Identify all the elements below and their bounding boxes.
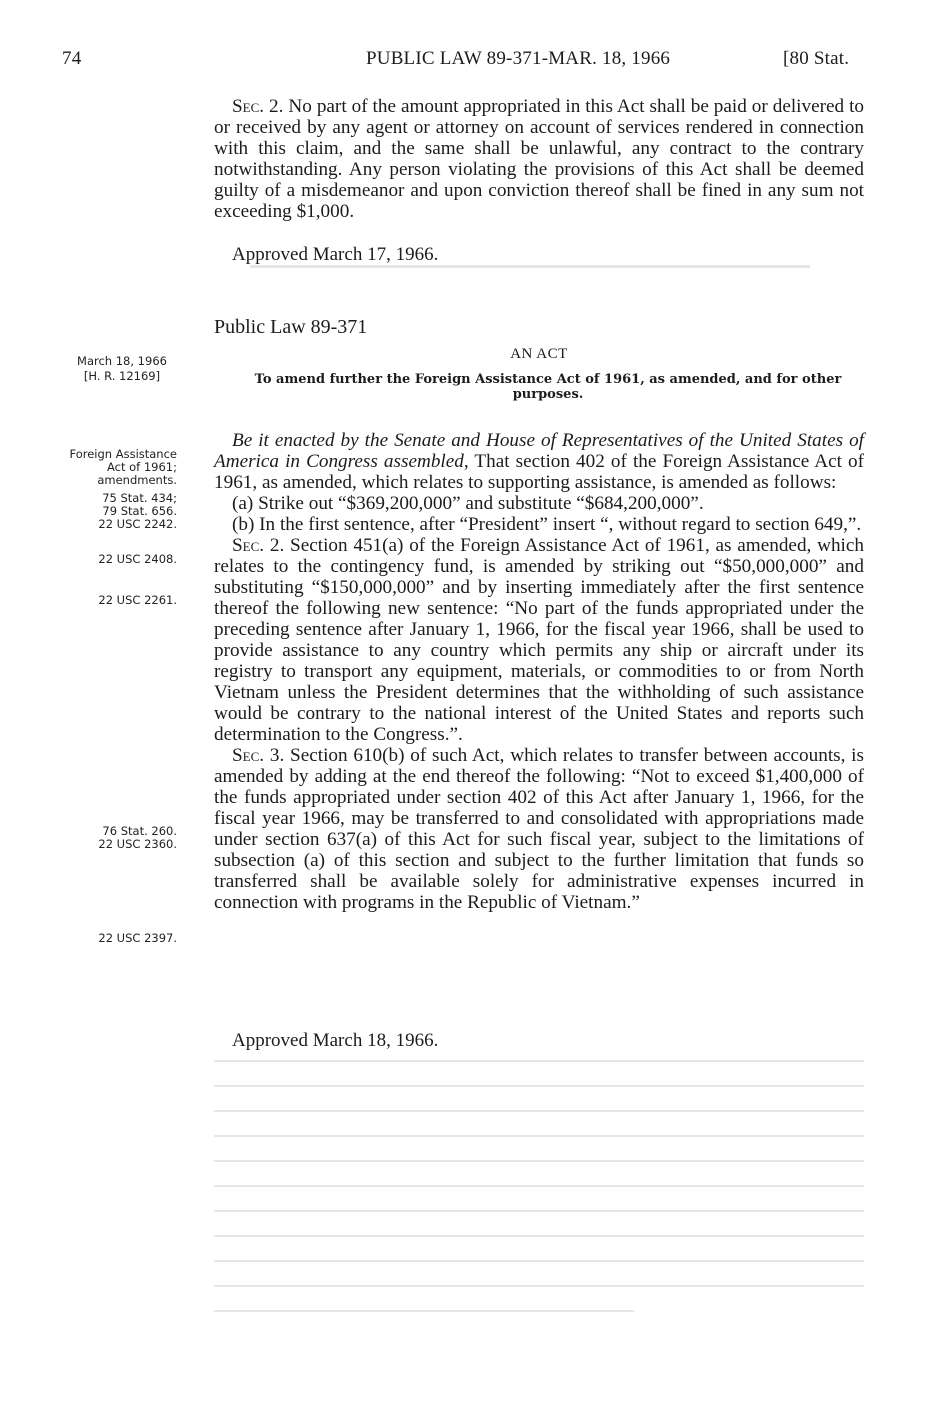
volume-citation: [80 Stat. xyxy=(783,48,850,69)
prior-approved-date: Approved March 17, 1966. xyxy=(232,244,439,265)
approved-date: Approved March 18, 1966. xyxy=(232,1030,439,1051)
section-text: No part of the amount appropriated in this Act shall be paid or delivered to or received by any agent or attorney on account of services rendered in connection with this claim, and the same shall be unlawful, any contract to the contrary notwithstanding. Any person violating the provisions of this Act shall be deemed guilty of a misdemeanor and upon conviction thereof shall be fined in any sum not exceeding $1,000. xyxy=(214,96,865,222)
running-title: PUBLIC LAW 89-371-MAR. 18, 1966 xyxy=(366,48,671,69)
amendment-item-b: (b) In the first sentence, after “President” insert “, without regard to section 649,”. xyxy=(232,514,862,535)
section-3-label: Sec. 3. xyxy=(232,745,285,766)
margin-stat-2: 79 Stat. 656. xyxy=(102,504,177,518)
section-label: Sec. 2. xyxy=(232,96,284,117)
section-2-label: Sec. 2. xyxy=(232,535,285,556)
an-act-heading: AN ACT xyxy=(510,346,568,362)
margin-usc-2242: 22 USC 2242. xyxy=(98,517,177,531)
margin-date: March 18, 1966 xyxy=(77,354,167,368)
section-2-text: Section 451(a) of the Foreign Assistance Act of 1961, as amended, which relates to the contingency fund, is amended by striking out “$50,000,000” and substituting “$150,000,000” and by inserting immediately after the first sentence thereof the following new sentence: “No part of the funds appropriated under the preceding sentence after January 1, 1966, for the fiscal year 1966, shall be used to provide assistance to any country which permits any ship or aircraft under its registry to transport any equipment, materials, or commodities to or from North Vietnam unless the President determines that the withholding of such assistance would be contrary to the national interest of the United States and reports such determination to the Congress.”. xyxy=(214,535,864,745)
page-number: 74 xyxy=(62,48,82,69)
margin-foreign-assistance-note: Foreign Assistance Act of 1961; amendments. xyxy=(69,447,177,487)
amendment-item-a: (a) Strike out “$369,200,000” and substitute “$684,200,000”. xyxy=(232,493,704,514)
margin-usc-2360: 22 USC 2360. xyxy=(98,837,177,851)
margin-stat-1: 75 Stat. 434; xyxy=(102,491,177,505)
section-3-text: Section 610(b) of such Act, which relates to transfer between accounts, is amended by adding at the end thereof the following: “Not to exceed $1,400,000 of the funds appropriated under section 402 of this Act after January 1, 1966, for the fiscal year 1966, may be transferred to and consolidated with appropriations made under section 637(a) of this Act for such fiscal year, subject to the limitations of subsection (a) of this section and subject to the further limitation that funds so transferred shall be available solely for administrative expenses incurred in connection with programs in the Republic of Vietnam.” xyxy=(214,745,864,913)
public-law-title: Public Law 89-371 xyxy=(214,316,368,338)
margin-stat-260: 76 Stat. 260. xyxy=(102,824,177,838)
margin-usc-2397: 22 USC 2397. xyxy=(98,931,177,945)
prior-section-2 xyxy=(214,96,864,222)
margin-usc-2261: 22 USC 2261. xyxy=(98,593,177,607)
act-purpose: To amend further the Foreign Assistance Act of 1961, as amended, and for other purposes. xyxy=(254,372,842,402)
enacting-clause xyxy=(214,430,864,913)
enacting-text: That section 402 of the Foreign Assistance Act of 1961, as amended, which relates to supporting assistance, is amended as follows: xyxy=(214,451,864,493)
enacting-formula: Be it enacted by the Senate and House of Representatives of the United States of America in Congress assembled, xyxy=(214,430,864,472)
margin-usc-2408: 22 USC 2408. xyxy=(98,552,177,566)
margin-bill-number: [H. R. 12169] xyxy=(83,369,161,383)
